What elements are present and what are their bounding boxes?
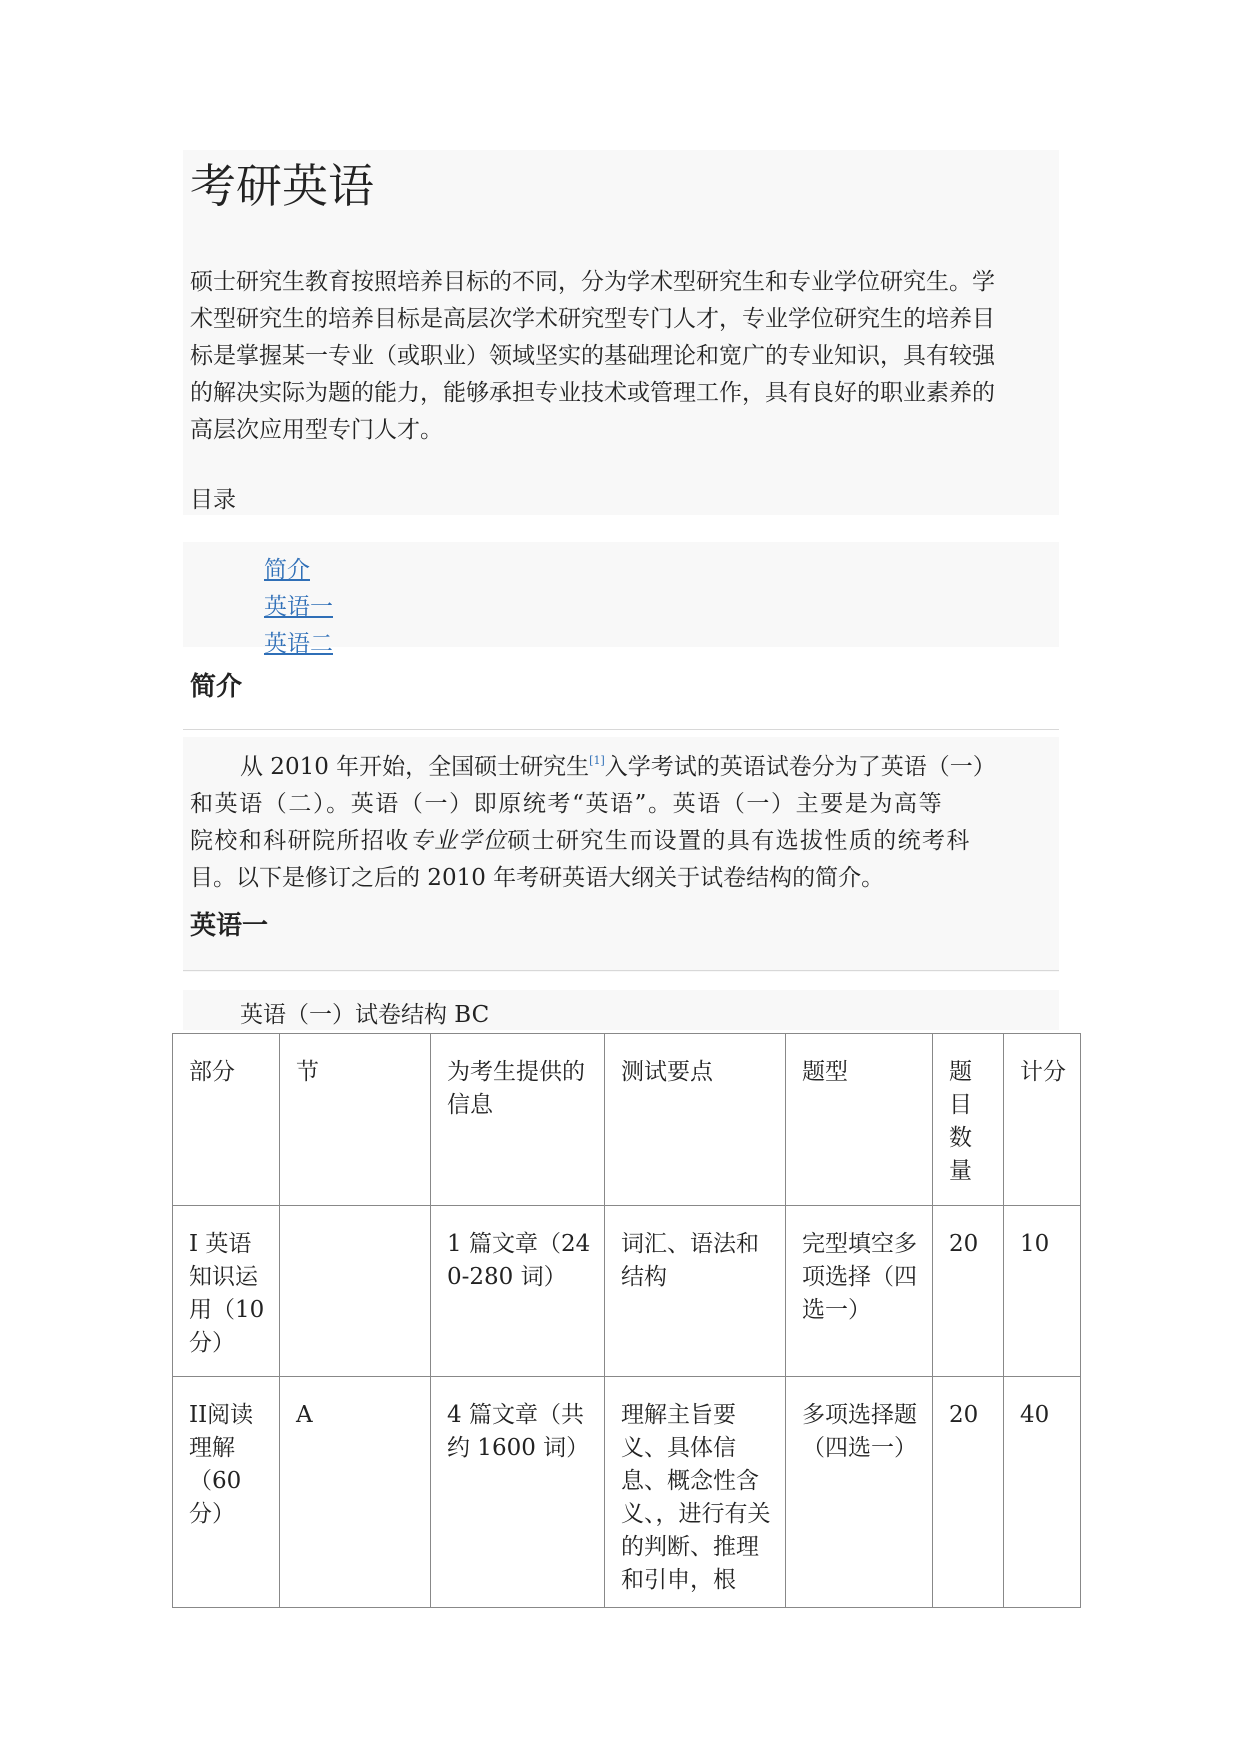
- intro-text: 从 2010 年开始，全国硕士研究生: [240, 754, 590, 780]
- divider: [183, 729, 1059, 730]
- intro-line: 硕士研究生教育按照培养目标的不同，分为学术型研究生和专业学位研究生。学: [190, 269, 995, 295]
- toc-link-intro[interactable]: 简介: [264, 557, 310, 583]
- toc-link-english2[interactable]: 英语二: [264, 631, 333, 657]
- section-heading-intro: 简介: [190, 672, 243, 702]
- table-row: [173, 1206, 1081, 1377]
- intro-section-line: 和英语（二）。英语（一）即原统考“英语”。英语（一）主要是为高等: [190, 791, 944, 817]
- table-cell: 4 篇文章（共约 1600 词）: [431, 1377, 605, 1608]
- table-cell: 40: [1004, 1377, 1081, 1608]
- intro-line: 标是掌握某一专业（或职业）领域坚实的基础理论和宽广的专业知识，具有较强: [190, 343, 995, 369]
- table-header-row: [173, 1034, 1081, 1206]
- table-cell: 理解主旨要义、具体信息、概念性含义、，进行有关的判断、推理和引申，根: [605, 1377, 786, 1608]
- divider: [183, 970, 1059, 971]
- table-row: [173, 1377, 1081, 1608]
- intro-line: 高层次应用型专门人才。: [190, 417, 443, 443]
- header-cell: 为考生提供的信息: [431, 1034, 605, 1206]
- table-caption: 英语（一）试卷结构 BC: [240, 1002, 490, 1028]
- intro-text: 硕士研究生而设置的具有选拔性质的统考科: [507, 828, 971, 854]
- header-cell: 测试要点: [605, 1034, 786, 1206]
- intro-section-line: 目。以下是修订之后的 2010 年考研英语大纲关于试卷结构的简介。: [190, 865, 885, 891]
- table-cell: 完型填空多项选择（四选一）: [786, 1206, 933, 1377]
- header-cell: 题型: [786, 1034, 933, 1206]
- page-title: 考研英语: [190, 159, 374, 213]
- table-cell: A: [280, 1377, 431, 1608]
- header-cell: 计分: [1004, 1034, 1081, 1206]
- table-cell: I 英语知识运用（10 分）: [173, 1206, 280, 1377]
- table-cell: [280, 1206, 431, 1377]
- intro-section-line: [190, 823, 1060, 860]
- section-heading-english1: 英语一: [190, 911, 269, 941]
- intro-line: 的解决实际为题的能力，能够承担专业技术或管理工作，具有良好的职业素养的: [190, 380, 995, 406]
- intro-line: 术型研究生的培养目标是高层次学术研究型专门人才，专业学位研究生的培养目: [190, 306, 995, 332]
- reference-link[interactable]: [1]: [589, 754, 605, 767]
- intro-text: 入学考试的英语试卷分为了英语（一）: [604, 754, 996, 780]
- table-cell: 20: [933, 1377, 1004, 1608]
- header-cell: 部分: [173, 1034, 280, 1206]
- section-intro-paragraph: [190, 749, 1060, 897]
- italic-term: 专业学位: [409, 828, 508, 854]
- toc-link-english1[interactable]: 英语一: [264, 594, 333, 620]
- intro-paragraph: [190, 264, 1060, 449]
- exam-structure-table: [172, 1033, 1081, 1608]
- intro-text: 院校和科研院所招收: [190, 828, 410, 854]
- table-of-contents: [264, 552, 333, 663]
- table-cell: 10: [1004, 1206, 1081, 1377]
- intro-section-line: [190, 749, 1060, 786]
- table-cell: 20: [933, 1206, 1004, 1377]
- header-cell: 节: [280, 1034, 431, 1206]
- table-cell: 1 篇文章（240-280 词）: [431, 1206, 605, 1377]
- toc-title: 目录: [190, 487, 236, 513]
- table-cell: II阅读理解（60 分）: [173, 1377, 280, 1608]
- table-cell: 词汇、语法和结构: [605, 1206, 786, 1377]
- table-cell: 多项选择题（四选一）: [786, 1377, 933, 1608]
- header-cell: 题目数量: [933, 1034, 1004, 1206]
